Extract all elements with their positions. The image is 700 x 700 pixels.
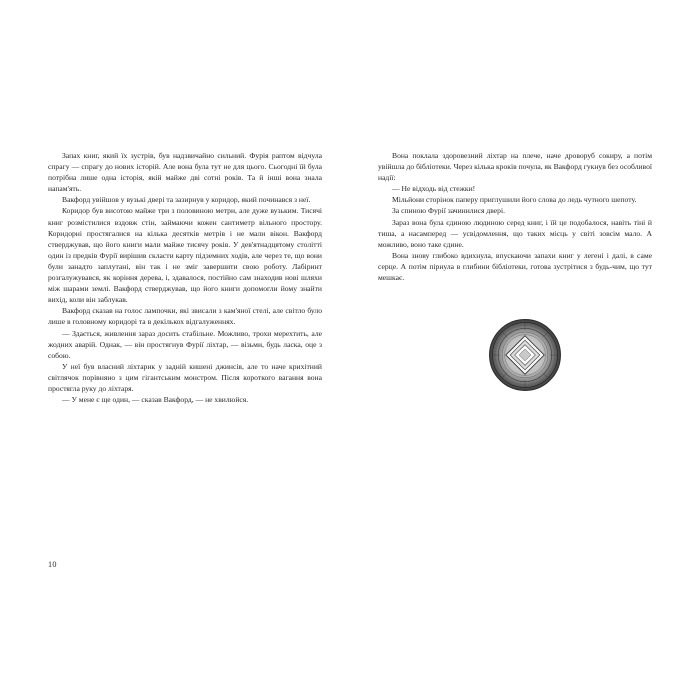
paragraph: Запах книг, який їх зустрів, був надзвичайно сильний. Фурія раптом відчула спрагу — спрагу до нових історій. Але вона була тут не для цього. Сьогодні їй була потрібна лише одна історія, якій майже дві сотні років. Та й інші вона знала напам'ять. [48, 151, 322, 194]
paragraph: Вакфорд увійшов у вузькі двері та зазирнув у коридор, який починався з неї. [62, 195, 311, 205]
page-number: 10 [48, 560, 57, 569]
paragraph: — У мене є ще один, — сказав Вакфорд, — не хвилюйся. [62, 395, 249, 405]
right-page [350, 0, 700, 700]
right-page-text [378, 150, 652, 283]
paragraph: Вона знову глибоко вдихнула, впускаючи запахи книг у легені і далі, в саме серце. А потім пірнула в глибини бібліотеки, готова зустрітися з будь-чим, що тут мешкає. [378, 250, 652, 283]
paragraph: Коридор був висотою майже три з половиною метри, але дуже вузьким. Тисячі книг розмістилися вздовж стін, займаючи кожен сантиметр вільного простору. Коридорні простягалися на кілька десятків метрів і не мали вікон. Вакфорд стверджував, що його книги мали майже тисячу років. У дев'ятнадцятому столітті один із предків Фурії вирішив скласти карту підземних ходів, але через те, що вони були занадто заплутані, він так і не зміг завершити свою роботу. Лабіринт розгалужувався, як коріння дерева, і, здавалося, постійно сам знаходив нові шляхи між шарами землі. Вакфорд стверджував, що його книги допомогли йому знайти вихід, коли він заблукав. [48, 206, 322, 305]
diamond-medallion-icon [488, 318, 562, 392]
paragraph: — Не відходь від стежки! [392, 184, 476, 194]
paragraph: Мільйони сторінок паперу приглушили його слова до ледь чутного шепоту. [392, 195, 637, 205]
paragraph: — Здається, живлення зараз досить стабільне. Можливо, трохи мерехтить, але жодних аварій. Однак, — він простягнув Фурії ліхтар, — візьми, будь ласка, оце з собою. [48, 328, 322, 360]
paragraph: Вона поклала здоровезний ліхтар на плече, наче дроворуб сокиру, а потім увійшла до бібліотеки. Через кілька кроків почула, як Вакфорд гукнув без особливої надії: [378, 151, 652, 183]
paragraph: Вакфорд сказав на голос лампочки, які звисали з кам'яної стелі, але світло було лише в головному коридорі та в декількох відгалуженнях. [48, 306, 322, 327]
paragraph: Зараз вона була єдиною людиною серед книг, і їй це подобалося, навіть тіні й тиша, а насамперед — усвідомлення, що таких місць у світі зовсім мало. А можливо, воно таке єдине. [378, 217, 652, 249]
paragraph: За спиною Фурії зачинилися двері. [392, 206, 505, 216]
paragraph: У неї був власний ліхтарик у задній кишені джинсів, але то наче крихітний світлячок порівняно з цим гігантським монстром. Після короткого вагання вона простягла руку до ліхтаря. [48, 361, 322, 393]
left-page-text [48, 150, 322, 405]
ornament-container [350, 318, 700, 392]
